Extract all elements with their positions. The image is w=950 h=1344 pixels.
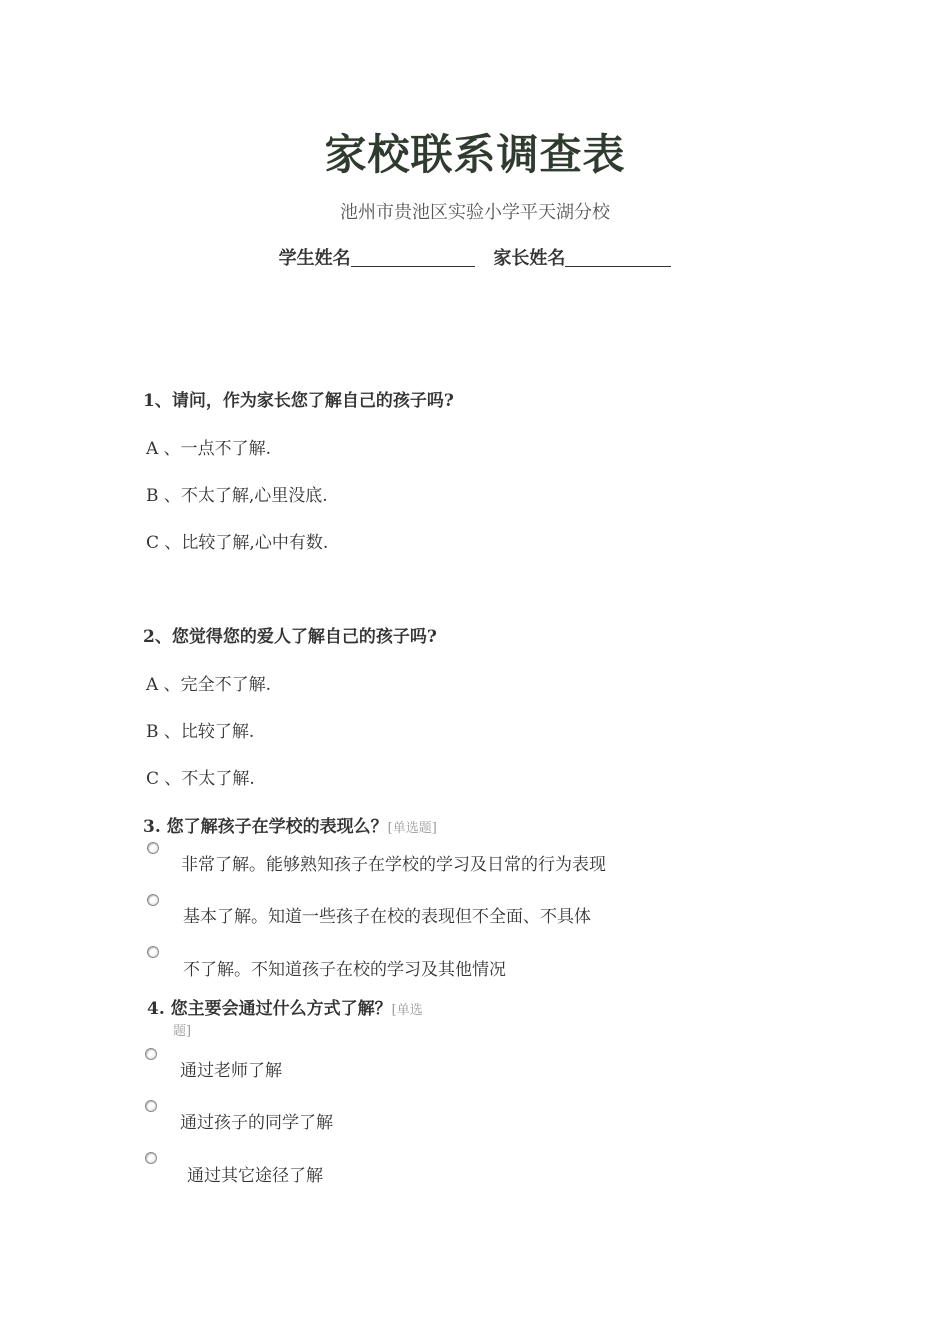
q3-option-3: 不了解。不知道孩子在校的学习及其他情况 <box>183 960 506 980</box>
q3-option-1: 非常了解。能够熟知孩子在学校的学习及日常的行为表现 <box>181 855 606 875</box>
single-choice-tag-line2: 题] <box>173 1024 192 1039</box>
student-name-label: 学生姓名 <box>278 248 351 269</box>
parent-name-label: 家长姓名 <box>493 248 566 269</box>
q2-option-b: B 、比较了解. <box>146 722 255 742</box>
q1-option-a: A 、一点不了解. <box>146 439 272 459</box>
q4-radio-2[interactable] <box>145 1100 157 1112</box>
document-title: 家校联系调查表 <box>324 130 626 179</box>
question-2: 2、您觉得您的爱人了解自己的孩子吗? <box>143 627 437 647</box>
q1-option-b: B 、不太了解,心里没底. <box>146 486 328 506</box>
q3-radio-3[interactable] <box>147 946 159 958</box>
single-choice-tag-line1: [单选 <box>391 1003 423 1018</box>
student-name-blank[interactable] <box>351 246 475 267</box>
single-choice-tag: [单选题] <box>387 821 437 836</box>
name-fields-row <box>0 244 950 270</box>
q1-option-c: C 、比较了解,心中有数. <box>146 533 329 553</box>
q2-option-c: C 、不太了解. <box>146 769 255 789</box>
q3-radio-1[interactable] <box>147 842 159 854</box>
question-4 <box>147 994 423 1019</box>
school-name: 池州市贵池区实验小学平天湖分校 <box>340 202 610 223</box>
q4-radio-3[interactable] <box>145 1152 157 1164</box>
q3-option-2: 基本了解。知道一些孩子在校的表现但不全面、不具体 <box>183 907 591 927</box>
question-3 <box>143 812 437 837</box>
q3-radio-2[interactable] <box>147 894 159 906</box>
q4-option-2: 通过孩子的同学了解 <box>180 1113 333 1133</box>
question-1: 1、请问，作为家长您了解自己的孩子吗? <box>143 391 454 411</box>
q4-option-1: 通过老师了解 <box>180 1061 282 1081</box>
q2-option-a: A 、完全不了解. <box>146 675 272 695</box>
q4-option-3: 通过其它途径了解 <box>187 1166 323 1186</box>
question-4-text: 4. 您主要会通过什么方式了解？ <box>147 999 392 1019</box>
q4-radio-1[interactable] <box>145 1048 157 1060</box>
question-3-text: 3. 您了解孩子在学校的表现么？ <box>143 817 388 837</box>
parent-name-blank[interactable] <box>565 246 671 267</box>
